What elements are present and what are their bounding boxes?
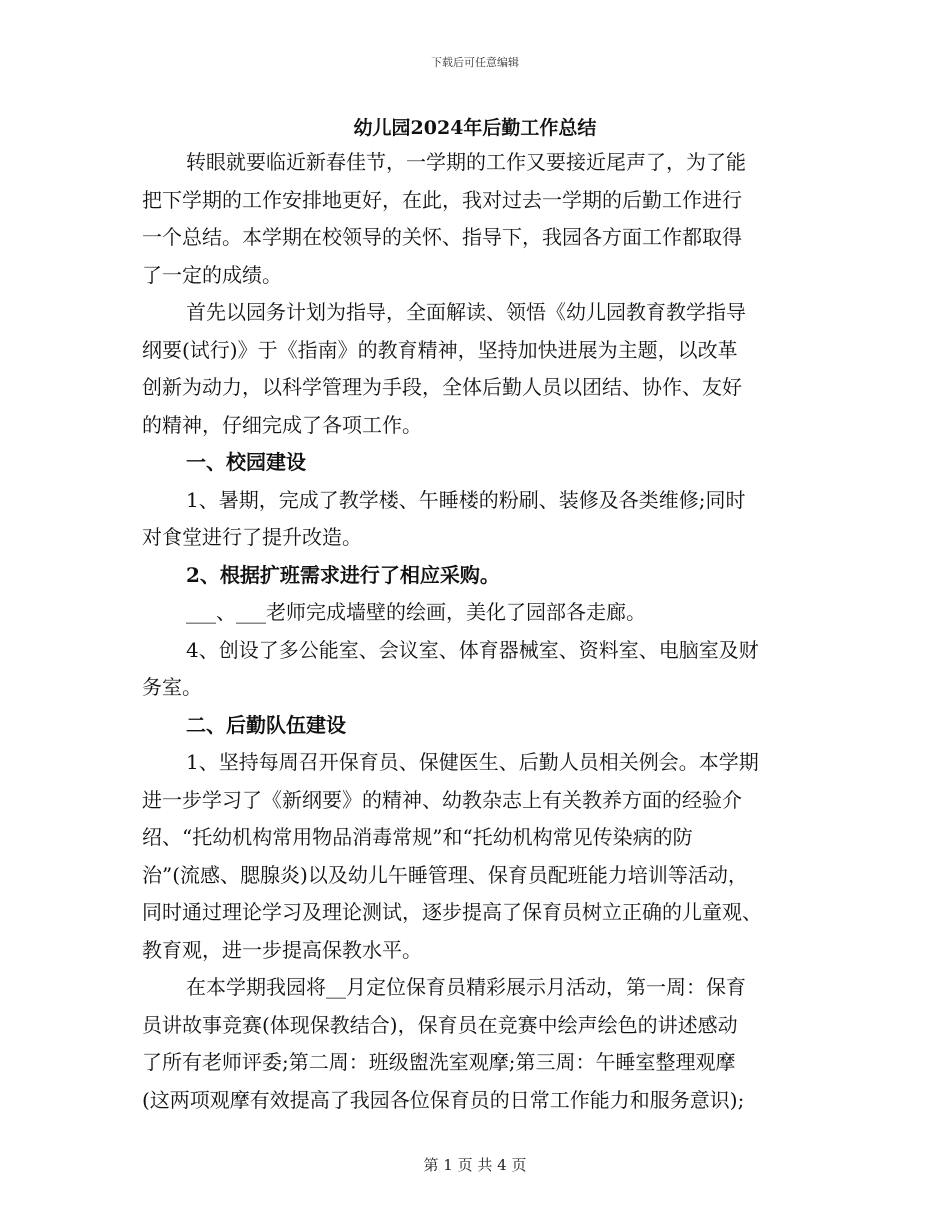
section-heading-campus: 一、校园建设 [186,450,306,474]
paragraph-line: 的精神，仔细完成了各项工作。 [142,412,422,437]
paragraph-line: 同时通过理论学习及理论测试，逐步提高了保育员树立正确的儿童观、 [142,900,762,924]
paragraph-line: 1、暑期，完成了教学楼、午睡楼的粉刷、装修及各类维修;同时 [186,487,746,512]
paragraph-line: 4、创设了多公能室、会议室、体育器械室、资料室、电脑室及财 [186,637,759,662]
paragraph-line: 员讲故事竞赛(体现保教结合)，保育员在竞赛中绘声绘色的讲述感动 [142,1012,738,1037]
paragraph-line: 在本学期我园将__月定位保育员精彩展示月活动，第一周：保育 [186,975,746,999]
paragraph-line: 把下学期的工作安排地更好，在此，我对过去一学期的后勤工作进行 [142,187,742,212]
header-note: 下载后可任意编辑 [431,56,519,69]
paragraph-line: 首先以园务计划为指导，全面解读、领悟《幼儿园教育教学指导 [186,300,746,324]
paragraph-line: 了一定的成绩。 [142,262,282,287]
paragraph-line: 创新为动力，以科学管理为手段，全体后勤人员以团结、协作、友好 [142,375,742,399]
paragraph-line: 治”(流感、腮腺炎)以及幼儿午睡管理、保育员配班能力培训等活动， [142,862,748,887]
paragraph-line: 务室。 [142,675,202,699]
section-heading-team: 二、后勤队伍建设 [186,712,346,737]
paragraph-line: 纲要(试行)》于《指南》的教育精神，坚持加快进展为主题，以改革 [142,337,738,362]
paragraph-line: 转眼就要临近新春佳节，一学期的工作又要接近尾声了，为了能 [186,150,746,174]
paragraph-line: 了所有老师评委;第二周：班级盥洗室观摩;第三周：午睡室整理观摩 [142,1050,736,1074]
subheading-purchase: 2、根据扩班需求进行了相应采购。 [186,562,500,587]
paragraph-line: 教育观，进一步提高保教水平。 [142,937,422,962]
page-number: 第 1 页 共 4 页 [423,1156,527,1174]
paragraph-line: 对食堂进行了提升改造。 [142,525,362,549]
paragraph-line: 1、坚持每周召开保育员、保健医生、后勤人员相关例会。本学期 [186,750,759,774]
paragraph-line: 一个总结。本学期在校领导的关怀、指导下，我园各方面工作都取得 [142,225,742,249]
document-body [142,112,808,1119]
document-title: 幼儿园2024年后勤工作总结 [353,117,597,139]
paragraph-line: (这两项观摩有效提高了我园各位保育员的日常工作能力和服务意识); [142,1087,745,1112]
paragraph-line: ___、___老师完成墙壁的绘画，美化了园部各走廊。 [186,600,646,624]
paragraph-line: 绍、“托幼机构常用物品消毒常规”和“托幼机构常见传染病的防 [142,825,693,849]
paragraph-line: 进一步学习了《新纲要》的精神、幼教杂志上有关教养方面的经验介 [142,787,742,812]
